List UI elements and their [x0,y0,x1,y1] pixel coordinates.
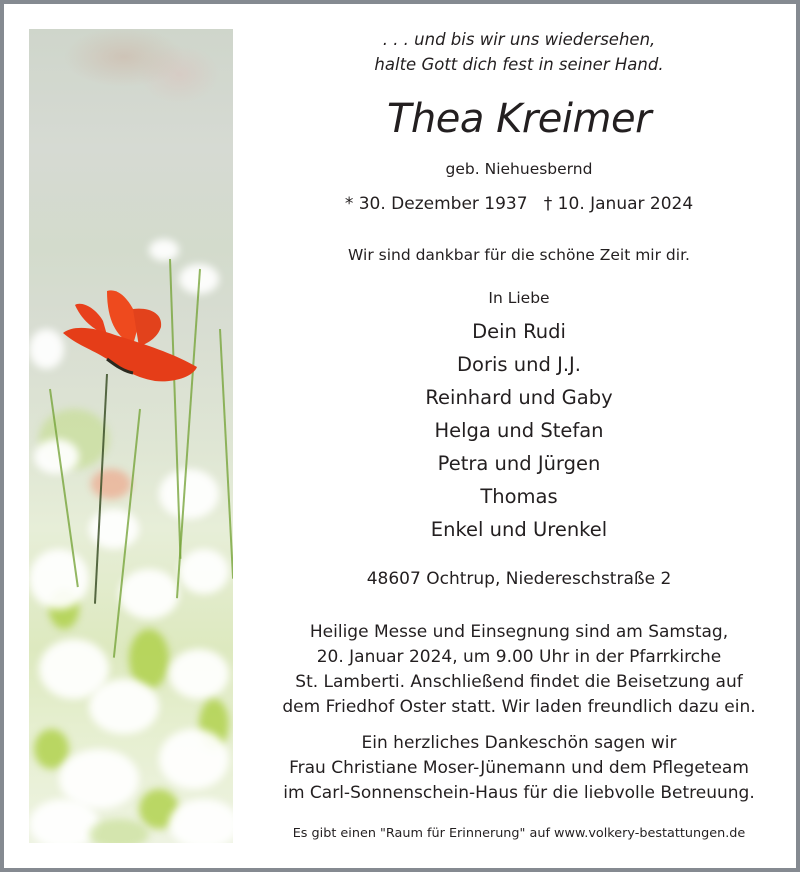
service-line-2: 20. Januar 2024, um 9.00 Uhr in der Pfarrkirche [316,647,722,667]
death-date: † 10. Januar 2024 [543,194,694,214]
mourner: Thomas [480,485,558,508]
in-love-label: In Liebe [488,289,550,307]
mourner: Enkel und Urenkel [430,518,608,541]
poppy-icon [63,287,198,387]
service-line-3: St. Lamberti. Anschließend findet die Beisetzung auf [295,672,743,692]
poppy-flower-photo [29,29,233,843]
service-line-4: dem Friedhof Oster statt. Wir laden freundlich dazu ein. [282,697,756,717]
thanks-line-1: Ein herzliches Dankeschön sagen wir [361,733,677,753]
thanks-line-3: im Carl-Sonnenschein-Haus für die liebvolle Betreuung. [283,783,755,803]
maiden-name: geb. Niehuesbernd [445,160,593,178]
life-dates [254,194,784,214]
obituary-notice [4,4,796,868]
motto-line-1: . . . und bis wir uns wiedersehen, [382,30,656,49]
mourner: Reinhard und Gaby [425,386,613,409]
service-line-1: Heilige Messe und Einsegnung sind am Samstag, [309,622,729,642]
gratitude-line: Wir sind dankbar für die schöne Zeit mir dir. [348,246,690,264]
memorial-website-note: Es gibt einen "Raum für Erinnerung" auf www.volkery-bestattungen.de [292,826,746,841]
birth-date: * 30. Dezember 1937 [344,194,528,214]
address: 48607 Ochtrup, Niedereschstraße 2 [366,569,672,589]
motto-line-2: halte Gott dich fest in seiner Hand. [374,55,664,74]
thanks-line-2: Frau Christiane Moser-Jünemann und dem Pflegeteam [289,758,749,778]
mourner: Doris und J.J. [457,353,581,376]
mourner: Petra und Jürgen [437,452,601,475]
deceased-name: Thea Kreimer [386,96,652,142]
mourner: Helga und Stefan [434,419,604,442]
mourner: Dein Rudi [472,320,566,343]
